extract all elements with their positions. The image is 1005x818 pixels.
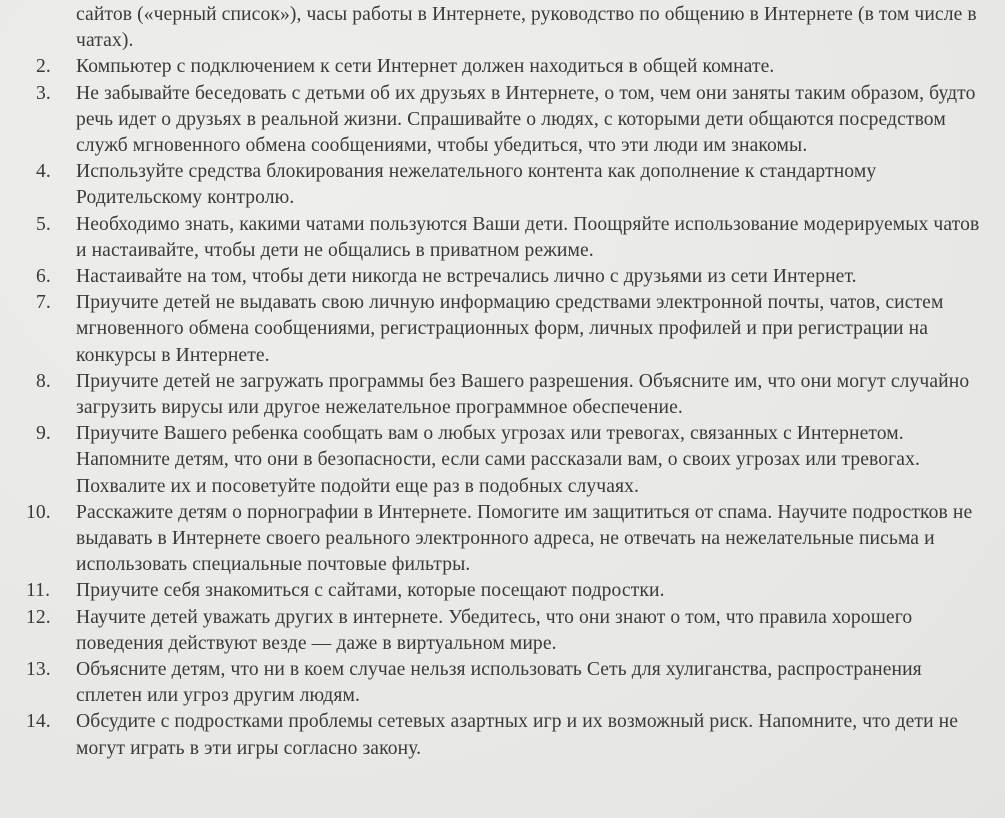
list-item-9 — [0, 421, 1005, 500]
list-item-number: 6. — [36, 266, 51, 288]
list-item-13 — [0, 657, 1005, 709]
list-item-text: Обсудите с подростками проблемы сетевых азартных игр и их возможный риск. Напомните, что дети не могут играть в эти игры согласно закону. — [76, 711, 959, 759]
list-item-text: Настаивайте на том, чтобы дети никогда не встречались лично с друзьями из сети Интернет. — [76, 266, 857, 288]
list-item-4 — [0, 159, 1005, 211]
list-item-text: Необходимо знать, какими чатами пользуются Ваши дети. Поощряйте использование модерируемых чатов и настаивайте, чтобы дети не общались в приватном режиме. — [76, 213, 980, 261]
list-item-11 — [0, 578, 1005, 604]
list-item-text: Приучите детей не выдавать свою личную информацию средствами электронной почты, чатов, систем мгновенного обмена сообщениями, регистрационных форм, личных профилей и при регистрации на конкурсы в Интернете. — [76, 292, 944, 366]
list-item-text: Приучите детей не загружать программы без Вашего разрешения. Объясните им, что они могут случайно загрузить вирусы или другое нежелательное программное обеспечение. — [76, 370, 970, 419]
list-item-text: Приучите Вашего ребенка сообщать вам о любых угрозах или тревогах, связанных с Интернетом. Напомните детям, что они в безопасности, если сами рассказали вам, о своих угрозах или тревогах. Похвалите их и посоветуйте подойти еще раз в подобных случаях. — [76, 423, 920, 497]
list-item-2 — [0, 54, 1005, 80]
list-item-number: 11. — [26, 580, 51, 602]
list-item-text: Используйте средства блокирования нежелательного контента как дополнение к стандартному Родительскому контролю. — [76, 161, 877, 209]
list-item-number: 10. — [26, 501, 51, 523]
list-item-text: Компьютер с подключением к сети Интернет должен находиться в общей комнате. — [76, 56, 775, 78]
list-item-14 — [0, 709, 1005, 761]
list-item-10 — [0, 500, 1005, 579]
list-item-number: 2. — [36, 56, 51, 78]
list-item-text: Расскажите детям о порнографии в Интернете. Помогите им защититься от спама. Научите подростков не выдавать в Интернете своего реального электронного адреса, не отвечать на нежелательные письма и использовать специальные почтовые фильтры. — [76, 501, 973, 576]
list-item-8 — [0, 369, 1005, 421]
tips-list — [0, 2, 1005, 762]
list-item-3 — [0, 81, 1005, 160]
list-item-number: 4. — [36, 161, 51, 183]
list-item-number: 12. — [26, 606, 51, 628]
list-item-text: Научите детей уважать других в интернете. Убедитесь, что они знают о том, что правила хорошего поведения действуют везде — даже в виртуальном мире. — [76, 606, 913, 654]
list-item-number: 8. — [36, 370, 51, 392]
list-item-5 — [0, 212, 1005, 264]
list-item-6 — [0, 264, 1005, 290]
list-item-number: 14. — [26, 711, 51, 733]
list-item-number: 5. — [36, 213, 51, 235]
list-item-text: сайтов («черный список»), часы работы в Интернете, руководство по общению в Интернете (в том числе в чатах). — [76, 4, 977, 52]
list-item-text: Объясните детям, что ни в коем случае нельзя использовать Сеть для хулиганства, распространения сплетен или угроз другим людям. — [76, 659, 922, 707]
list-item-number: 9. — [36, 423, 51, 445]
list-item-7 — [0, 290, 1005, 369]
list-item-text: Не забывайте беседовать с детьми об их друзьях в Интернете, о том, чем они заняты таким образом, будто речь идет о друзьях в реальной жизни. Спрашивайте о людях, с которыми дети общаются посредством служб мгновенного обмена сообщениями, чтобы убедиться, что эти люди им знакомы. — [76, 82, 976, 157]
list-item-number: 13. — [26, 659, 51, 681]
list-item-number: 3. — [36, 82, 51, 104]
list-item-1-continuation — [0, 2, 1005, 54]
list-item-number: 7. — [36, 292, 51, 314]
list-item-12 — [0, 605, 1005, 657]
list-item-text: Приучите себя знакомиться с сайтами, которые посещают подростки. — [76, 580, 665, 602]
